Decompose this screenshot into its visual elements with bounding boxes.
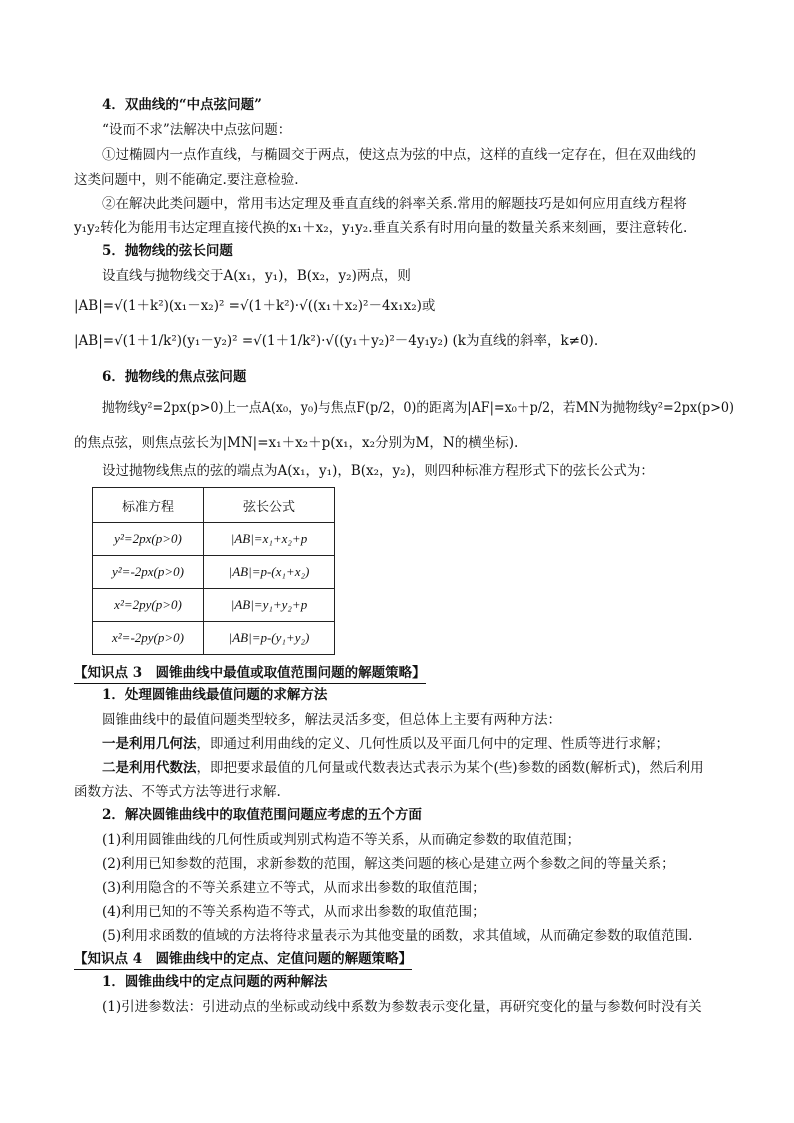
section-4-point1-line1: ①过椭圆内一点作直线，与椭圆交于两点，使这点为弦的中点，这样的直线一定存在，但在双曲线的: [102, 147, 696, 163]
chord-length-formula-y: |AB|=√(1＋1/k²)(y₁－y₂)² =√(1＋1/k²)·√((y₁＋y₂)²－4y₁y₂) (k为直线的斜率，k≠0).: [74, 333, 599, 349]
kp3-method-algebra-label: 二是利用代数法: [102, 760, 197, 776]
table-cell: |AB|=y₁+y₂+p: [204, 589, 335, 622]
table-cell: x²=2py(p>0): [93, 589, 204, 622]
section-5-line1: 设直线与抛物线交于A(x₁，y₁)，B(x₂，y₂)两点，则: [102, 268, 411, 284]
kp3-method-algebra: [102, 758, 704, 778]
chord-length-table: [92, 487, 335, 655]
table-header-row: [93, 488, 335, 523]
kp3-subtitle-1: 1．处理圆锥曲线最值问题的求解方法: [102, 687, 328, 703]
table-row: [93, 556, 335, 589]
table-cell: |AB|=p-(y₁+y₂): [204, 622, 335, 655]
kp3-method-algebra-cont: 函数方法、不等式方法等进行求解.: [74, 784, 281, 800]
table-cell: y²=2px(p>0): [93, 523, 204, 556]
kp4-subtitle-1: 1．圆锥曲线中的定点问题的两种解法: [102, 974, 328, 990]
section-4-title: 4．双曲线的“中点弦问题”: [102, 97, 262, 113]
section-4-point2-line2: y₁y₂转化为能用韦达定理直接代换的x₁＋x₂，y₁y₂.垂直关系有时用向量的数量关系来刻画，要注意转化.: [74, 220, 688, 236]
kp3-item-1: (1)利用圆锥曲线的几何性质或判别式构造不等关系，从而确定参数的取值范围；: [102, 832, 581, 848]
section-4-intro: “设而不求”法解决中点弦问题：: [102, 122, 292, 138]
table-cell: y²=-2px(p>0): [93, 556, 204, 589]
table-row: [93, 589, 335, 622]
knowledge-point-3-heading: 【知识点 3 圆锥曲线中最值或取值范围问题的解题策略】: [74, 664, 426, 684]
chord-length-formula-x: |AB|=√(1＋k²)(x₁－x₂)² =√(1＋k²)·√((x₁＋x₂)²－4x₁x₂)或: [74, 298, 436, 314]
section-4-point2-line1: ②在解决此类问题中，常用韦达定理及垂直直线的斜率关系.常用的解题技巧是如何应用直线方程将: [102, 196, 687, 212]
section-6-line1: 抛物线y²=2px(p>0)上一点A(x₀，y₀)与焦点F(p/2，0)的距离为|AF|=x₀＋p/2，若MN为抛物线y²=2px(p>0): [102, 400, 734, 416]
section-4-point1-line2: 这类问题中，则不能确定.要注意检验.: [74, 172, 299, 188]
kp3-item-4: (4)利用已知的不等关系构造不等式，从而求出参数的取值范围；: [102, 904, 486, 920]
section-6-line3: 设过抛物线焦点的弦的端点为A(x₁，y₁)，B(x₂，y₂)，则四种标准方程形式下的弦长公式为：: [102, 463, 654, 479]
kp3-item-5: (5)利用求函数的值域的方法将待求量表示为其他变量的函数，求其值域，从而确定参数的取值范围.: [102, 928, 693, 944]
kp4-item-1: (1)引进参数法：引进动点的坐标或动线中系数为参数表示变化量，再研究变化的量与参数何时没有关: [102, 999, 702, 1015]
table-cell: |AB|=x₁+x₂+p: [204, 523, 335, 556]
kp3-method-geometry-text: ，即通过利用曲线的定义、几何性质以及平面几何中的定理、性质等进行求解；: [196, 736, 669, 752]
table-header: 弦长公式: [204, 488, 335, 523]
table-row: [93, 523, 335, 556]
table-cell: x²=-2py(p>0): [93, 622, 204, 655]
section-6-line2: 的焦点弦，则焦点弦长为|MN|=x₁＋x₂＋p(x₁，x₂分别为M，N的横坐标).: [74, 435, 519, 451]
kp3-method-geometry-label: 一是利用几何法: [102, 736, 197, 752]
kp3-item-2: (2)利用已知参数的范围，求新参数的范围，解这类问题的核心是建立两个参数之间的等量关系；: [102, 856, 675, 872]
knowledge-point-4-heading: 【知识点 4 圆锥曲线中的定点、定值问题的解题策略】: [74, 950, 412, 970]
table-header: 标准方程: [93, 488, 204, 523]
kp3-method-geometry: [102, 734, 669, 754]
kp3-paragraph-intro: 圆锥曲线中的最值问题类型较多，解法灵活多变，但总体上主要有两种方法：: [102, 712, 561, 728]
table-cell: |AB|=p-(x₁+x₂): [204, 556, 335, 589]
kp3-method-algebra-text: ，即把要求最值的几何量或代数表达式表示为某个(些)参数的函数(解析式)，然后利用: [196, 760, 704, 776]
section-6-title: 6．抛物线的焦点弦问题: [102, 369, 247, 385]
table-row: [93, 622, 335, 655]
kp3-item-3: (3)利用隐含的不等关系建立不等式，从而求出参数的取值范围；: [102, 880, 486, 896]
section-5-title: 5．抛物线的弦长问题: [102, 243, 233, 259]
kp3-subtitle-2: 2．解决圆锥曲线中的取值范围问题应考虑的五个方面: [102, 807, 422, 823]
